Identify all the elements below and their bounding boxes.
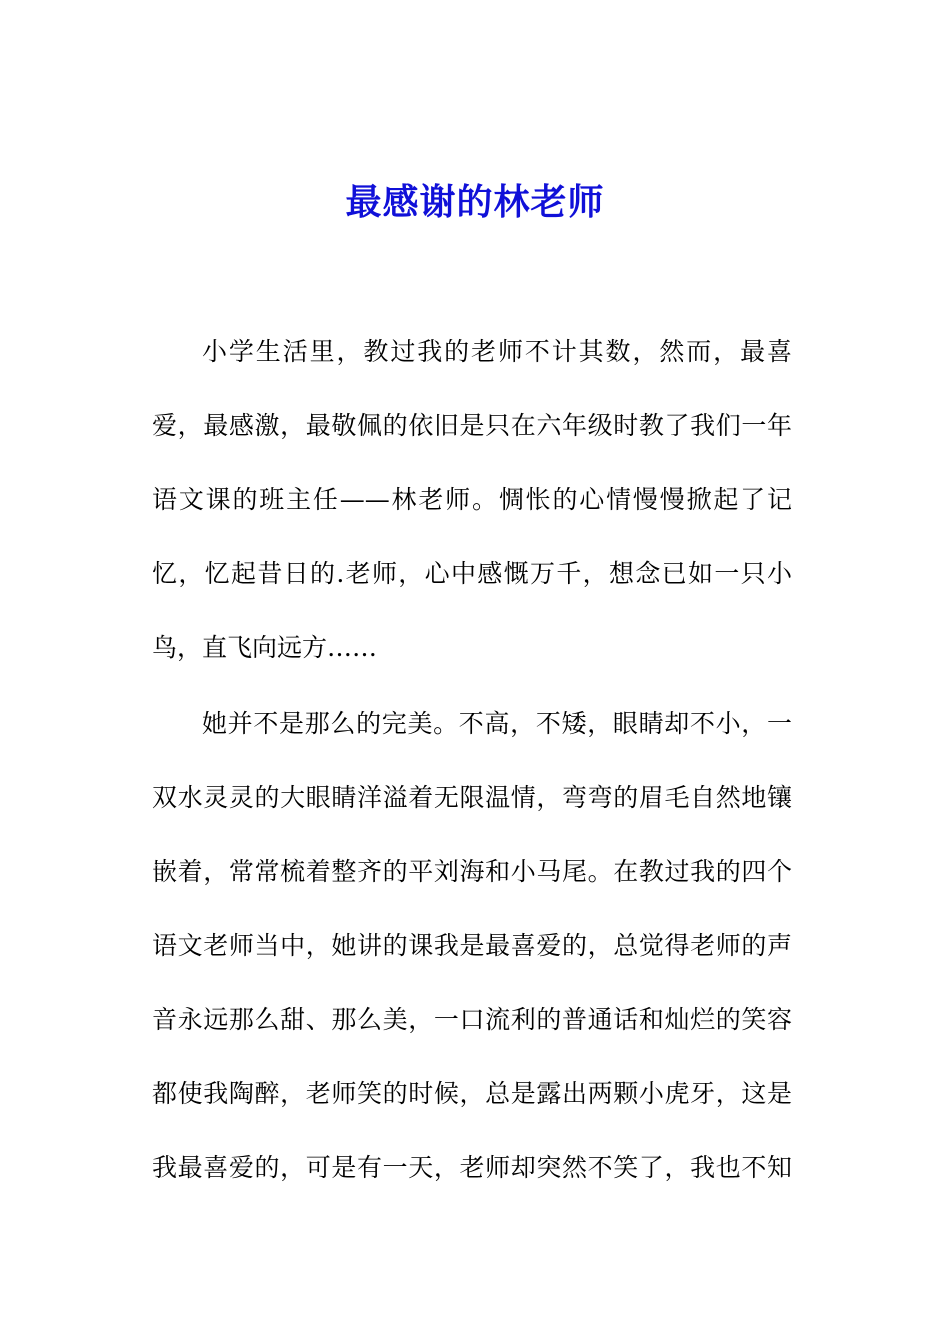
paragraph-2-line-7: 我最喜爱的，可是有一天，老师却突然不笑了，我也不知 bbox=[152, 1153, 792, 1182]
paragraph-2-line-5: 音永远那么甜、那么美，一口流利的普通话和灿烂的笑容 bbox=[152, 1005, 792, 1034]
paragraph-2-line-2: 双水灵灵的大眼睛洋溢着无限温情，弯弯的眉毛自然地镶 bbox=[152, 783, 792, 812]
paragraph-1-line-3: 语文课的班主任——林老师。惆怅的心情慢慢掀起了记 bbox=[152, 485, 792, 514]
paragraph-1-line-2: 爱，最感激，最敬佩的依旧是只在六年级时教了我们一年 bbox=[152, 411, 792, 440]
document-title: 最感谢的林老师 bbox=[345, 181, 605, 223]
paragraph-2-line-6: 都使我陶醉，老师笑的时候，总是露出两颗小虎牙，这是 bbox=[152, 1079, 792, 1108]
paragraph-2-line-4: 语文老师当中，她讲的课我是最喜爱的，总觉得老师的声 bbox=[152, 931, 792, 960]
paragraph-2-line-3: 嵌着，常常梳着整齐的平刘海和小马尾。在教过我的四个 bbox=[152, 857, 792, 886]
paragraph-1-line-5: 鸟，直飞向远方…… bbox=[152, 633, 378, 662]
paragraph-1-line-1: 小学生活里，教过我的老师不计其数，然而，最喜 bbox=[202, 337, 792, 366]
paragraph-2-line-1: 她并不是那么的完美。不高，不矮，眼睛却不小，一 bbox=[202, 709, 792, 738]
paragraph-1-line-4: 忆，忆起昔日的.老师，心中感慨万千，想念已如一只小 bbox=[152, 559, 792, 588]
